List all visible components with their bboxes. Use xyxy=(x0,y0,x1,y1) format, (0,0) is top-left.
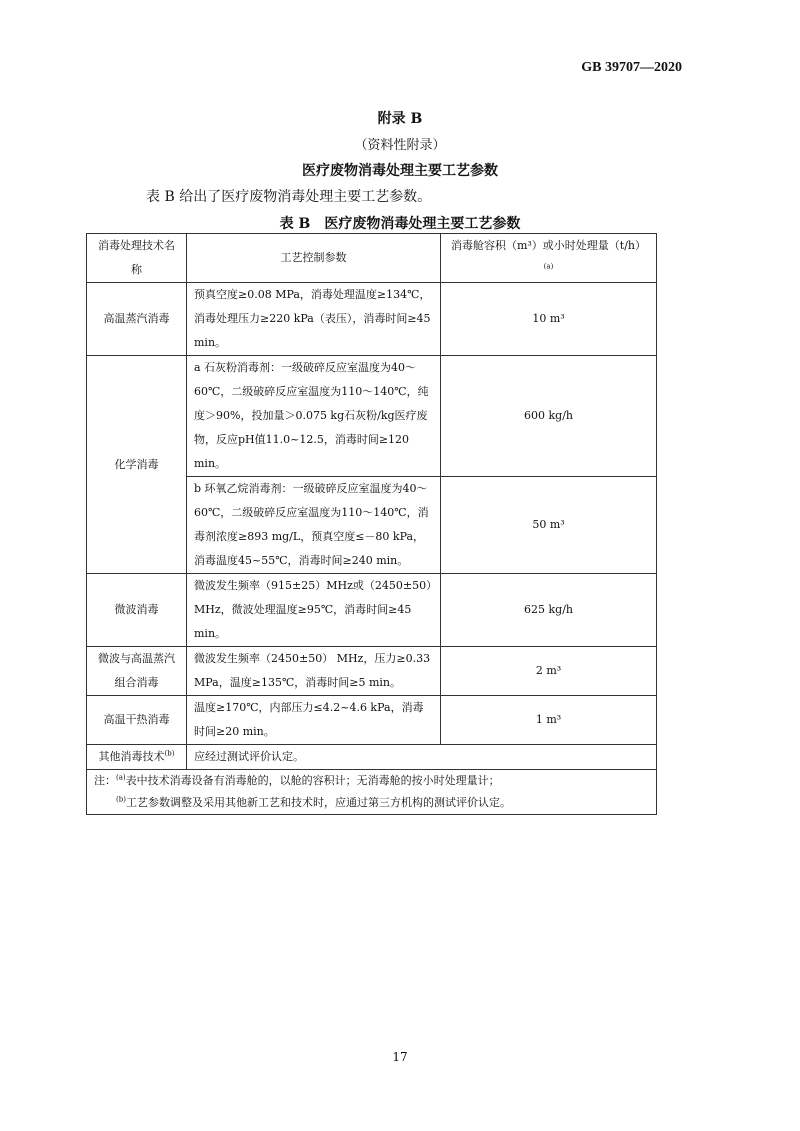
tech-name-other xyxy=(87,745,187,770)
tech-name-other-text: 其他消毒技术 xyxy=(98,750,165,763)
params-chemical-eo: b 环氧乙烷消毒剂：一级破碎反应室温度为40～60℃，二级破碎反应室温度为110～140℃，消毒剂浓度≥893 mg/L，预真空度≤－80 kPa，消毒温度45~55℃，消毒时间≥240 min。 xyxy=(187,477,441,574)
standard-number: GB 39707—2020 xyxy=(581,60,682,75)
capacity-chemical-eo: 50 m³ xyxy=(441,477,657,574)
tech-name-steam: 高温蒸汽消毒 xyxy=(87,283,187,356)
params-other: 应经过测试评价认定。 xyxy=(187,745,657,770)
table-row xyxy=(87,283,657,356)
capacity-chemical-lime: 600 kg/h xyxy=(441,356,657,477)
table-row xyxy=(87,574,657,647)
capacity-steam: 10 m³ xyxy=(441,283,657,356)
table-row xyxy=(87,696,657,745)
appendix-subtitle: （资料性附录） xyxy=(354,138,446,153)
header-capacity xyxy=(441,234,657,283)
header-capacity-text: 消毒舱容积（m³）或小时处理量（t/h） xyxy=(450,239,647,252)
appendix-title: 附录 B xyxy=(377,111,423,127)
note-a-text: 表中技术消毒设备有消毒舱的，以舱的容积计；无消毒舱的按小时处理量计； xyxy=(125,774,500,787)
page-number: 17 xyxy=(392,1050,408,1064)
params-microwave-steam: 微波发生频率（2450±50） MHz，压力≥0.33 MPa，温度≥135℃，消毒时间≥5 min。 xyxy=(187,647,441,696)
note-a-sup: (a) xyxy=(116,773,126,782)
process-parameters-table xyxy=(86,233,657,815)
header-capacity-sup: (a) xyxy=(543,262,554,271)
params-dry-heat: 温度≥170℃，内部压力≤4.2~4.6 kPa，消毒时间≥20 min。 xyxy=(187,696,441,745)
note-b-sup: (b) xyxy=(116,795,126,804)
note-b-text: 工艺参数调整及采用其他新工艺和技术时，应通过第三方机构的测试评价认定。 xyxy=(125,796,511,809)
capacity-microwave: 625 kg/h xyxy=(441,574,657,647)
table-header-row xyxy=(87,234,657,283)
header-technology: 消毒处理技术名称 xyxy=(87,234,187,283)
table-row xyxy=(87,356,657,477)
tech-name-other-sup: (b) xyxy=(164,749,175,758)
capacity-microwave-steam: 2 m³ xyxy=(441,647,657,696)
tech-name-microwave: 微波消毒 xyxy=(87,574,187,647)
params-steam: 预真空度≥0.08 MPa，消毒处理温度≥134℃，消毒处理压力≥220 kPa（表压），消毒时间≥45 min。 xyxy=(187,283,441,356)
table-notes xyxy=(87,770,657,815)
note-prefix: 注： xyxy=(94,774,116,787)
params-microwave: 微波发生频率（915±25）MHz或（2450±50）MHz，微波处理温度≥95℃，消毒时间≥45 min。 xyxy=(187,574,441,647)
note-b xyxy=(94,792,649,814)
capacity-dry-heat: 1 m³ xyxy=(441,696,657,745)
table-notes-row xyxy=(87,770,657,815)
params-chemical-lime: a 石灰粉消毒剂：一级破碎反应室温度为40～60℃，二级破碎反应室温度为110～140℃，纯度＞90%，投加量＞0.075 kg石灰粉/kg医疗废物，反应pH值11.0~12.5，消毒时间≥120 min。 xyxy=(187,356,441,477)
tech-name-dry-heat: 高温干热消毒 xyxy=(87,696,187,745)
appendix-heading: 医疗废物消毒处理主要工艺参数 xyxy=(302,163,498,179)
tech-name-chemical: 化学消毒 xyxy=(87,356,187,574)
intro-paragraph: 表 B 给出了医疗废物消毒处理主要工艺参数。 xyxy=(146,189,432,205)
note-a xyxy=(94,770,649,792)
table-row xyxy=(87,647,657,696)
table-caption: 表 B 医疗废物消毒处理主要工艺参数 xyxy=(279,216,521,232)
tech-name-microwave-steam: 微波与高温蒸汽组合消毒 xyxy=(87,647,187,696)
header-params: 工艺控制参数 xyxy=(187,234,441,283)
table-row xyxy=(87,745,657,770)
